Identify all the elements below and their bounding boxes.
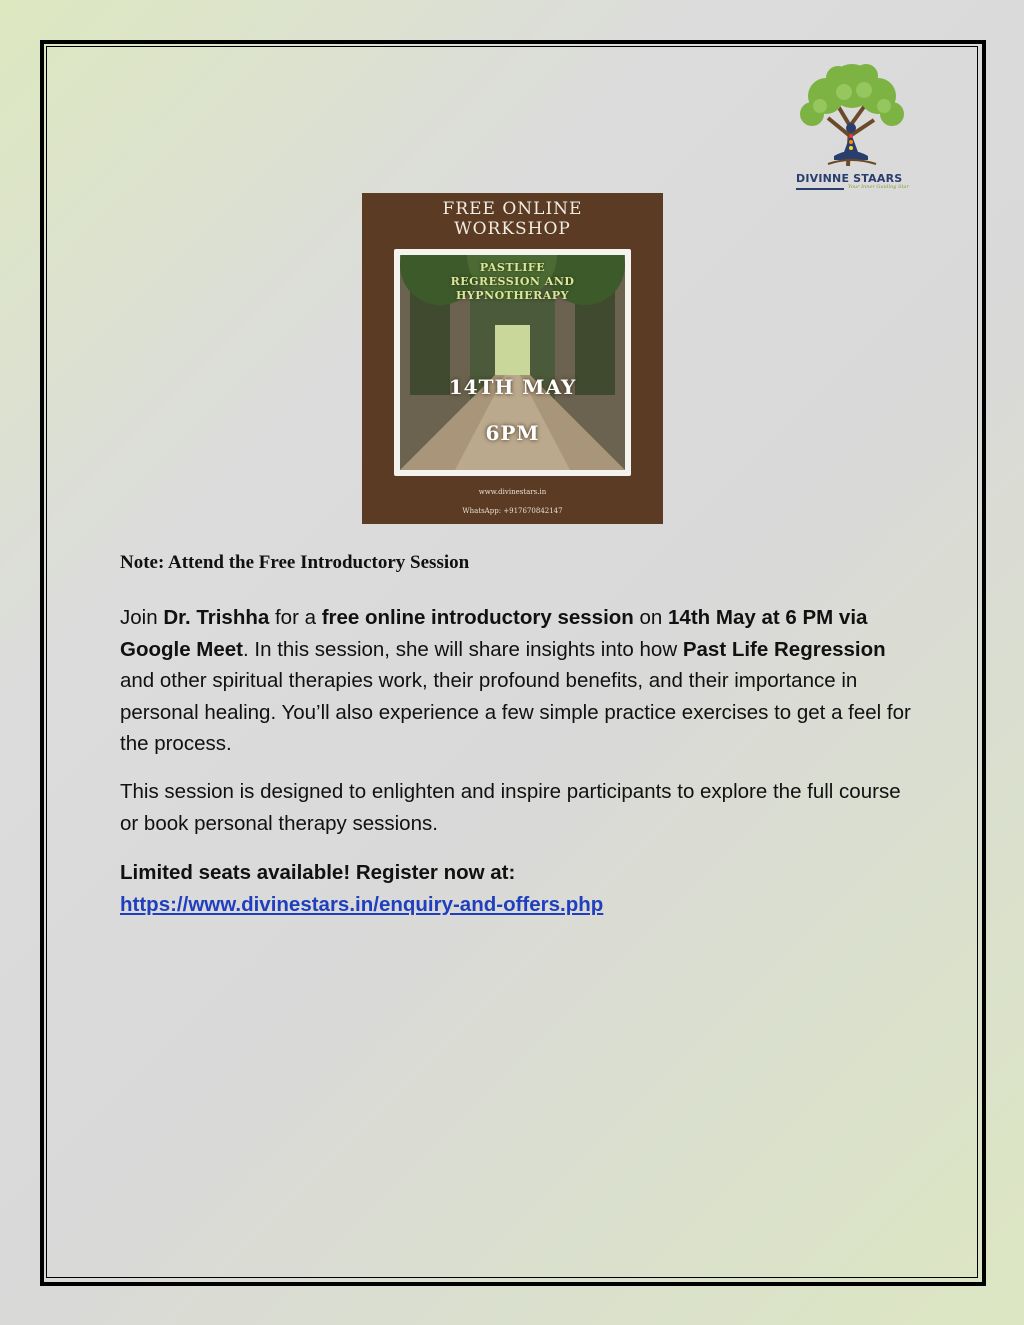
registration-link[interactable]: https://www.divinestars.in/enquiry-and-offers.php — [120, 892, 604, 916]
garden-path-image — [400, 255, 625, 470]
registration-cta: Limited seats available! Register now at: — [120, 861, 516, 884]
logo-underline — [796, 188, 844, 190]
poster-website: www.divinestars.in — [478, 488, 547, 496]
poster-time: 6PM — [485, 421, 540, 445]
poster-subtitle-line1: PASTLIFE — [479, 261, 546, 274]
session-description: This session is designed to enlighten and inspire participants to explore the full course or book personal therapy sessions. — [120, 780, 901, 835]
poster-subtitle-line2: REGRESSION AND — [450, 275, 575, 288]
note-heading: Note: Attend the Free Introductory Session — [120, 552, 470, 573]
poster-title-line2: WORKSHOP — [454, 219, 571, 239]
logo-name: DIVINNE STAARS — [796, 172, 903, 185]
intro-paragraph: Join Dr. Trishha for a free online introductory session on 14th May at 6 PM via Google Meet. In this session, she will share insights into how Past Life Regression and other spiritual therapies work, their profound benefits, and their importance in personal healing. You’ll also experience a few simple practice exercises to get a feel for the process. — [120, 606, 911, 755]
logo-tagline: Your Inner Guiding Star — [848, 184, 909, 190]
tree-meditation-icon — [788, 56, 916, 176]
registration-block — [120, 857, 920, 920]
therapy-name: Past Life Regression — [682, 637, 886, 661]
session-type: free online introductory session — [321, 606, 634, 629]
poster-photo-frame — [394, 249, 631, 476]
session-datetime: 14th May at 6 PM via Google Meet — [120, 606, 868, 661]
workshop-poster — [362, 193, 663, 524]
poster-whatsapp: WhatsApp: +917670842147 — [462, 507, 563, 515]
poster-title-line1: FREE ONLINE — [442, 199, 583, 219]
presenter-name: Dr. Trishha — [163, 606, 270, 629]
poster-date: 14TH MAY — [448, 375, 577, 399]
poster-subtitle-line3: HYPNOTHERAPY — [456, 289, 569, 302]
